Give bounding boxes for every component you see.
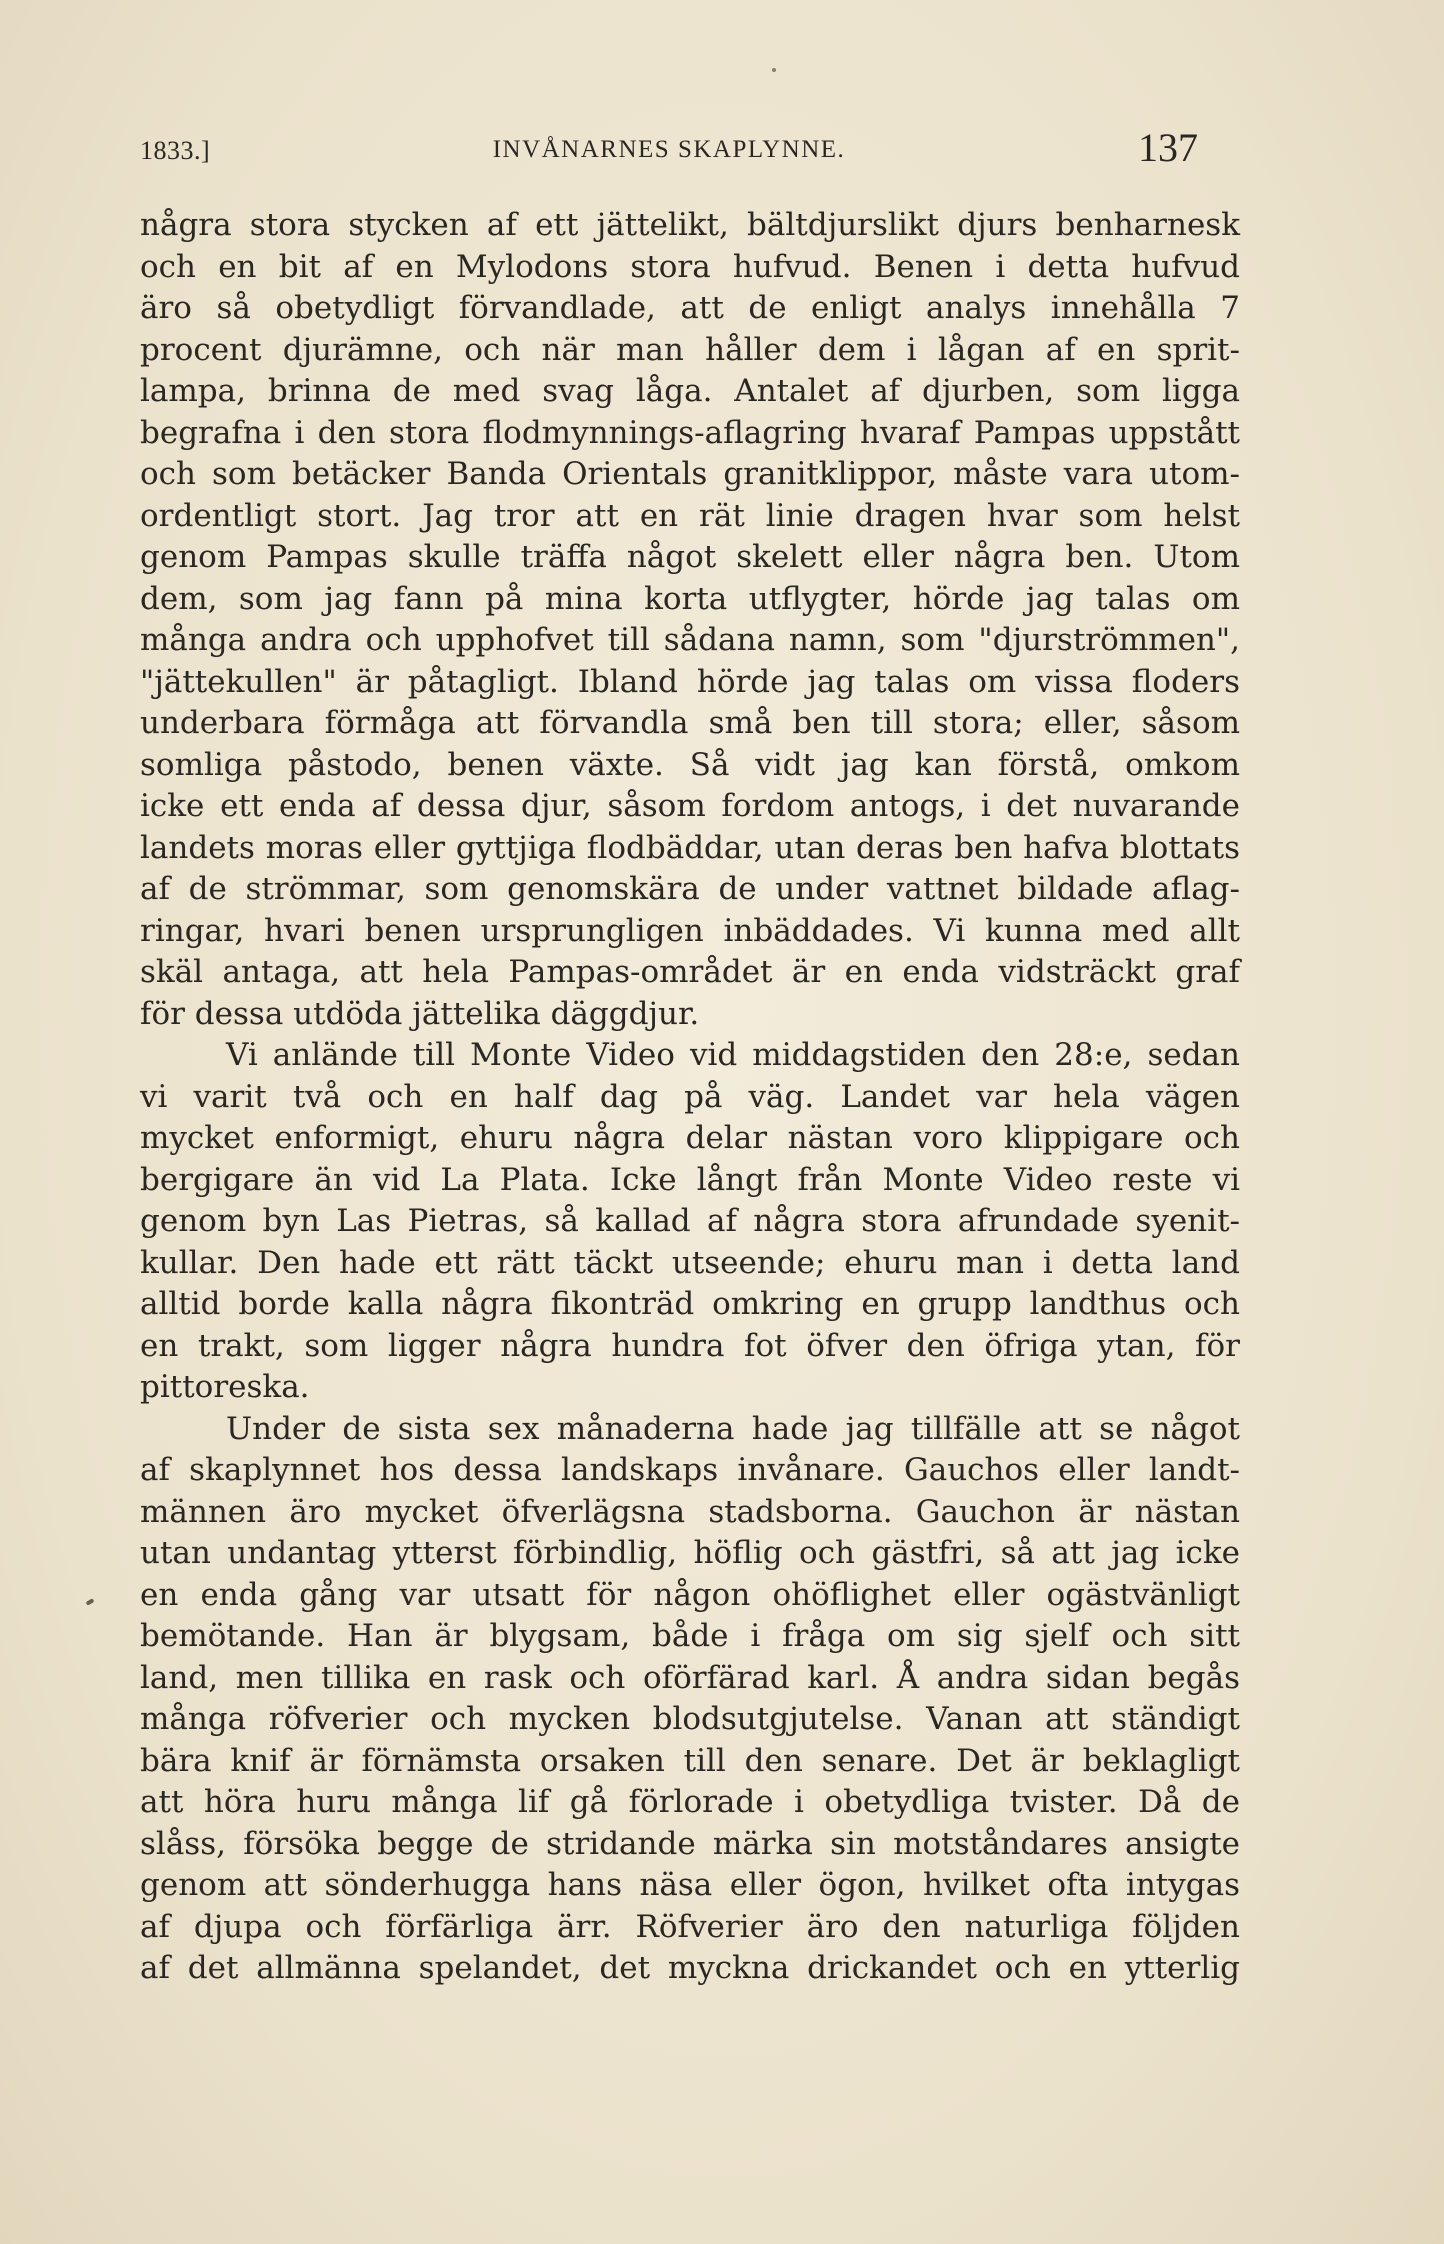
text-line: bemötande. Han är blygsam, både i fråga om sig sjelf och sitt bbox=[140, 1618, 1240, 1654]
text-line: bergigare än vid La Plata. Icke långt från Monte Video reste vi bbox=[140, 1161, 1240, 1198]
text-line: vi varit två och en half dag på väg. Landet var hela vägen bbox=[140, 1078, 1240, 1115]
text-line: begrafna i den stora flodmynnings-aflagring hvaraf Pampas uppstått bbox=[140, 414, 1240, 451]
text-line: för dessa utdöda jättelika däggdjur. bbox=[140, 995, 700, 1032]
text-line: Under de sista sex månaderna hade jag tillfälle att se något bbox=[226, 1410, 1240, 1447]
paper-speck bbox=[772, 68, 776, 72]
text-line: slåss, försöka begge de stridande märka sin motståndares ansigte bbox=[140, 1825, 1240, 1862]
text-line: landets moras eller gyttjiga flodbäddar, utan deras ben hafva blottats bbox=[140, 829, 1240, 866]
text-line: underbara förmåga att förvandla små ben till stora; eller, såsom bbox=[140, 705, 1240, 741]
text-line: genom att sönderhugga hans näsa eller ögon, hvilket ofta intygas bbox=[140, 1867, 1240, 1903]
text-line: mycket enformigt, ehuru några delar nästan voro klippigare och bbox=[140, 1120, 1240, 1156]
text-line: genom Pampas skulle träffa något skelett eller några ben. Utom bbox=[140, 539, 1240, 575]
header-title: INVÅNARNES SKAPLYNNE. bbox=[492, 136, 846, 163]
text-line: af skaplynnet hos dessa landskaps invånare. Gauchos eller landt- bbox=[140, 1452, 1240, 1488]
text-line: äro så obetydligt förvandlade, att de enligt analys innehålla 7 bbox=[140, 290, 1240, 326]
text-line: en enda gång var utsatt för någon ohöflighet eller ogästvänligt bbox=[140, 1576, 1240, 1613]
header-year: 1833.] bbox=[140, 136, 211, 165]
text-line: genom byn Las Pietras, så kallad af några stora afrundade syenit- bbox=[140, 1203, 1240, 1239]
text-line: lampa, brinna de med svag låga. Antalet af djurben, som ligga bbox=[140, 373, 1240, 409]
text-line: icke ett enda af dessa djur, såsom fordom antogs, i det nuvarande bbox=[140, 788, 1240, 824]
text-line: att höra huru många lif gå förlorade i obetydliga tvister. Då de bbox=[140, 1784, 1240, 1820]
text-line: dem, som jag fann på mina korta utflygter, hörde jag talas om bbox=[140, 580, 1240, 617]
text-line: procent djurämne, och när man håller dem i lågan af en sprit- bbox=[140, 331, 1240, 368]
text-line: skäl antaga, att hela Pampas-området är en enda vidsträckt graf bbox=[140, 954, 1240, 990]
text-line: ringar, hvari benen ursprungligen inbäddades. Vi kunna med allt bbox=[140, 912, 1240, 949]
text-line: "jättekullen" är påtagligt. Ibland hörde jag talas om vissa floders bbox=[140, 663, 1240, 700]
text-line: somliga påstodo, benen växte. Så vidt jag kan förstå, omkom bbox=[140, 746, 1240, 783]
text-line: utan undantag ytterst förbindlig, höflig och gästfri, så att jag icke bbox=[140, 1535, 1240, 1571]
text-line: och en bit af en Mylodons stora hufvud. Benen i detta hufvud bbox=[140, 248, 1240, 285]
body-text bbox=[140, 205, 1240, 1990]
text-line: af djupa och förfärliga ärr. Röfverier äro den naturliga följden bbox=[140, 1908, 1240, 1945]
text-line: männen äro mycket öfverlägsna stadsborna. Gauchon är nästan bbox=[140, 1493, 1240, 1530]
text-line: land, men tillika en rask och oförfärad karl. Å andra sidan begås bbox=[140, 1659, 1240, 1696]
text-line: många röfverier och mycken blodsutgjutelse. Vanan att ständigt bbox=[140, 1701, 1240, 1737]
text-line: Vi anlände till Monte Video vid middagstiden den 28:e, sedan bbox=[226, 1037, 1240, 1073]
text-line: ordentligt stort. Jag tror att en rät linie dragen hvar som helst bbox=[140, 497, 1240, 534]
text-line: af det allmänna spelandet, det myckna drickandet och en ytterlig bbox=[140, 1950, 1240, 1986]
text-line: af de strömmar, som genomskära de under vattnet bildade aflag- bbox=[140, 871, 1240, 907]
text-line: och som betäcker Banda Orientals granitklippor, måste vara utom- bbox=[140, 456, 1240, 492]
running-header bbox=[140, 125, 1198, 180]
page-number: 137 bbox=[1138, 125, 1198, 170]
text-line: många andra och upphofvet till sådana namn, som "djurströmmen", bbox=[140, 622, 1240, 658]
text-line: bära knif är förnämsta orsaken till den senare. Det är beklagligt bbox=[140, 1742, 1240, 1779]
text-line: alltid borde kalla några fikonträd omkring en grupp landthus och bbox=[140, 1286, 1240, 1322]
text-line: några stora stycken af ett jättelikt, bältdjurslikt djurs benharnesk bbox=[140, 207, 1240, 243]
text-line: pittoreska. bbox=[140, 1369, 310, 1405]
text-line: kullar. Den hade ett rätt täckt utseende; ehuru man i detta land bbox=[140, 1244, 1240, 1281]
text-line: en trakt, som ligger några hundra fot öfver den öfriga ytan, för bbox=[140, 1327, 1240, 1364]
margin-mark bbox=[86, 1598, 95, 1605]
